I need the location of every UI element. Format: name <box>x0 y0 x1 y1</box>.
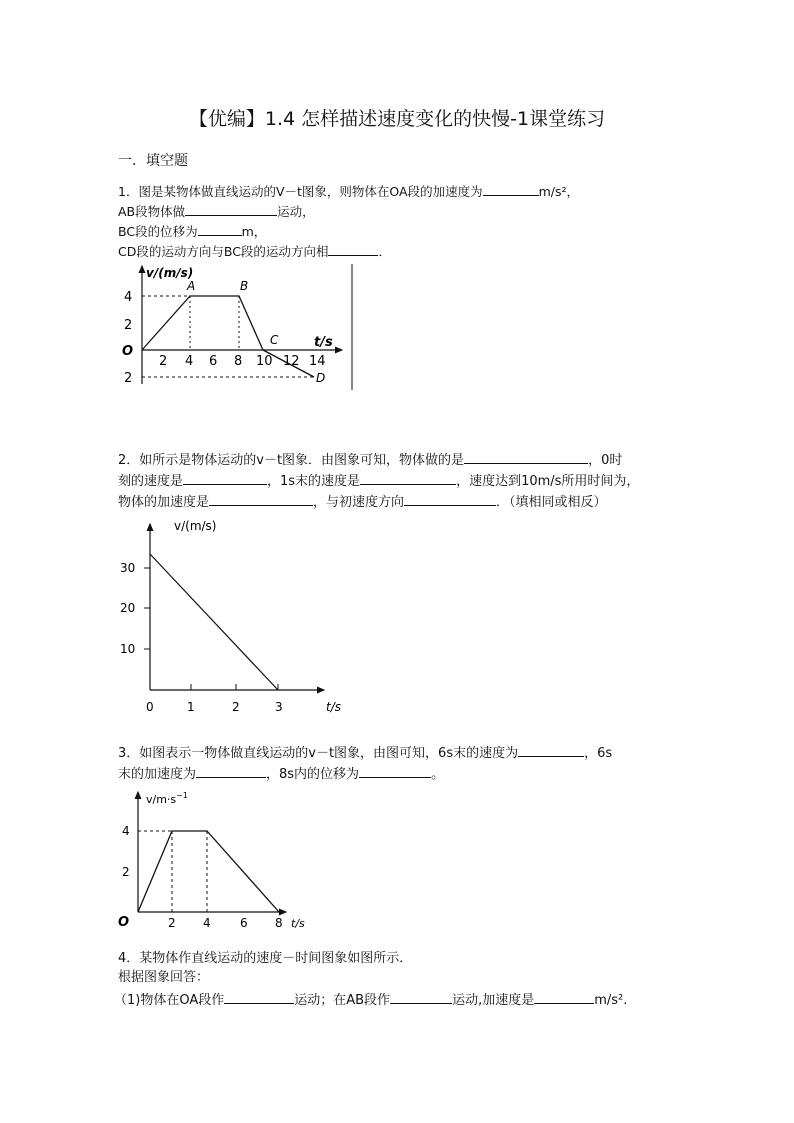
q1-point-label: D <box>316 371 326 385</box>
q2-blank-3[interactable] <box>360 471 456 485</box>
q4-line-3 <box>114 990 627 1010</box>
q2-y-tick: 30 <box>120 561 136 575</box>
page-title: 【优编】1.4 怎样描述速度变化的快慢-1课堂练习 <box>188 108 606 130</box>
q3-blank-1[interactable] <box>518 743 584 757</box>
q4-blank-2[interactable] <box>390 990 452 1004</box>
q1-point-label: C <box>270 333 279 347</box>
q3-y-label-text: v/m·s <box>146 793 177 806</box>
q3-vt-line <box>138 831 279 912</box>
q2-line-3 <box>118 492 607 512</box>
q2-vt-graph <box>110 514 350 718</box>
q4-text: （1)物体在OA段作 <box>114 993 225 1008</box>
q1-x-tick: 10 <box>256 354 273 369</box>
q3-x-tick: 4 <box>203 916 211 930</box>
q1-origin-label: O <box>122 344 134 359</box>
q1-text: m， <box>241 224 267 239</box>
q2-line-1 <box>118 450 622 470</box>
q1-blank-2[interactable] <box>185 202 277 216</box>
q2-blank-4[interactable] <box>209 492 313 506</box>
q2-blank-5[interactable] <box>404 492 496 506</box>
q3-x-label: t/s <box>291 917 305 930</box>
q4-text: 运动,加速度是 <box>452 993 535 1008</box>
q3-blank-2[interactable] <box>196 764 266 778</box>
q1-blank-4[interactable] <box>328 242 378 256</box>
q3-origin-label: O <box>118 915 130 930</box>
q1-x-tick: 4 <box>185 354 194 369</box>
q1-y-tick: 4 <box>124 290 133 305</box>
q4-blank-3[interactable] <box>534 990 594 1004</box>
q4-blank-1[interactable] <box>224 990 294 1004</box>
q4-line-2: 根据图象回答： <box>118 970 210 985</box>
q2-x-tick: 0 <box>146 700 154 714</box>
q1-x-label: t/s <box>314 335 333 350</box>
q1-x-tick: 2 <box>159 354 168 369</box>
q1-blank-1[interactable] <box>483 182 539 196</box>
q2-text: ，1s末的速度是 <box>267 474 361 489</box>
q3-text: ，6s <box>584 746 613 761</box>
q1-text: m/s²， <box>538 184 579 199</box>
section-heading: 一．填空题 <box>118 153 188 169</box>
q3-line-1 <box>118 743 612 763</box>
q1-line-2 <box>118 202 315 221</box>
q1-text: 1．图是某物体做直线运动的V－t图象，则物体在OA段的加速度为 <box>118 184 483 199</box>
q1-text: BC段的位移为 <box>118 224 198 239</box>
q3-y-tick: 2 <box>122 865 130 879</box>
q3-y-label <box>146 791 188 806</box>
q3-x-tick: 8 <box>275 916 283 930</box>
q2-blank-2[interactable] <box>183 471 267 485</box>
q1-x-tick: 14 <box>309 354 326 369</box>
q2-text: ，速度达到10m/s所用时间为， <box>456 474 640 489</box>
q1-text: AB段物体做 <box>118 204 186 219</box>
q1-line-1 <box>118 182 579 201</box>
q2-x-tick: 2 <box>232 700 240 714</box>
q1-x-tick: 12 <box>283 354 300 369</box>
q3-y-label-sup: −1 <box>176 791 188 800</box>
q3-text: 。 <box>431 767 445 782</box>
q4-text: 运动；在AB段作 <box>294 993 391 1008</box>
q2-line-2 <box>118 471 639 491</box>
q4-line-1: 4．某物体作直线运动的速度－时间图象如图所示． <box>118 951 413 966</box>
q3-x-tick: 2 <box>168 916 176 930</box>
q3-x-tick: 6 <box>240 916 248 930</box>
q1-point-label: B <box>240 279 249 293</box>
q1-y-tick: 2 <box>124 371 133 386</box>
q1-text: CD段的运动方向与BC段的运动方向相 <box>118 244 329 259</box>
q1-text: ． <box>378 244 391 259</box>
q1-line-3 <box>118 222 266 241</box>
q1-x-tick: 6 <box>209 354 218 369</box>
q2-y-tick: 10 <box>120 642 136 656</box>
q2-x-tick: 1 <box>187 700 195 714</box>
q2-text: 物体的加速度是 <box>118 495 210 510</box>
q2-text: 2．如所示是物体运动的v－t图象．由图象可知，物体做的是 <box>118 453 465 468</box>
q2-blank-1[interactable] <box>464 450 588 464</box>
q3-text: 末的加速度为 <box>118 767 197 782</box>
q1-blank-3[interactable] <box>198 222 242 236</box>
q2-y-tick: 20 <box>120 601 136 615</box>
q3-text: 3．如图表示一物体做直线运动的v－t图象，由图可知，6s末的速度为 <box>118 746 519 761</box>
q2-x-tick: 3 <box>275 700 283 714</box>
q2-y-label: v/(m/s) <box>174 519 217 533</box>
q1-point-label: A <box>187 279 196 293</box>
q2-text: ．（填相同或相反） <box>496 495 607 510</box>
q3-blank-3[interactable] <box>359 764 431 778</box>
q1-y-label: v/(m/s) <box>146 266 194 280</box>
q2-x-label: t/s <box>326 700 341 714</box>
q1-vt-graph <box>110 258 370 394</box>
q3-line-2 <box>118 764 444 784</box>
q4-text: m/s². <box>594 993 628 1008</box>
q2-text: 刻的速度是 <box>118 474 184 489</box>
q1-text: 运动， <box>277 204 315 219</box>
q2-vt-line <box>150 554 278 690</box>
q1-y-tick: 2 <box>124 318 133 333</box>
q3-y-tick: 4 <box>122 824 130 838</box>
q3-text: ，8s内的位移为 <box>266 767 360 782</box>
q2-text: ，0时 <box>588 453 623 468</box>
q2-text: ，与初速度方向 <box>313 495 405 510</box>
q1-x-tick: 8 <box>234 354 243 369</box>
q3-vt-graph <box>110 784 320 934</box>
